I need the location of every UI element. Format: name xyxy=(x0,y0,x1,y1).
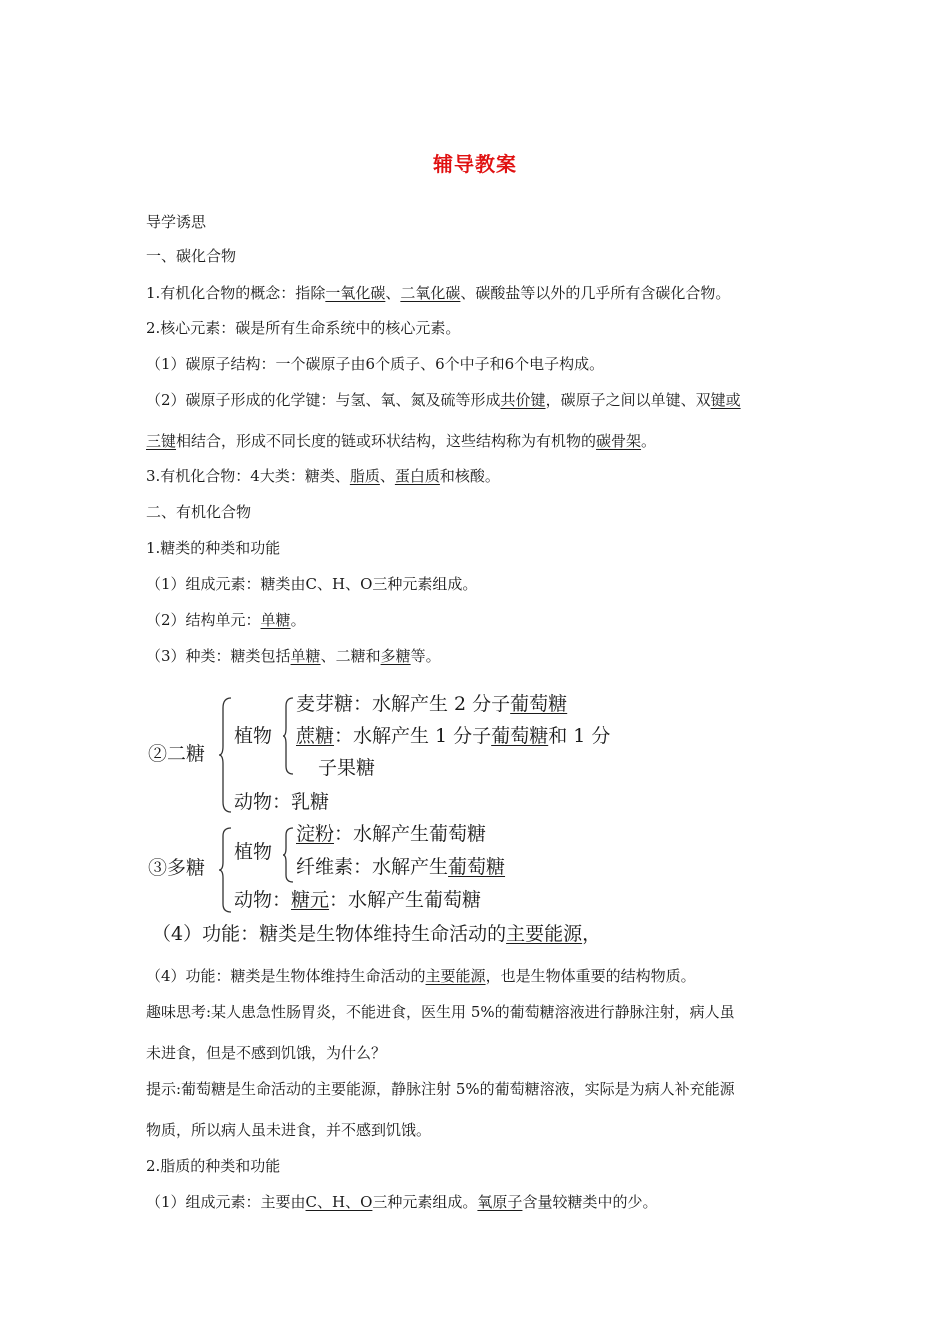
text: 等。 xyxy=(410,647,441,665)
text: 、碳酸盐等以外的几乎所有含碳化合物。 xyxy=(460,284,731,302)
section-heading: 一、碳化合物 xyxy=(146,247,237,265)
underlined-term: 共价键 xyxy=(500,391,546,409)
text: 和核酸。 xyxy=(439,467,500,485)
text: （2）结构单元： xyxy=(146,611,261,629)
text: 3.有机化合物：4大类：糖类、 xyxy=(146,467,350,485)
underlined-term: 葡萄糖 xyxy=(448,856,506,878)
paragraph: 1.糖类的种类和功能 xyxy=(146,539,281,557)
underlined-term: 一氧化碳 xyxy=(325,284,386,302)
section-heading: 二、有机化合物 xyxy=(146,503,252,521)
underlined-term: 三键 xyxy=(146,432,177,450)
brace-icon xyxy=(218,696,232,814)
paragraph: 提示:葡萄糖是生命活动的主要能源，静脉注射 5%的葡萄糖溶液，实际是为病人补充能源 xyxy=(146,1080,735,1098)
underlined-term: 二氧化碳 xyxy=(400,284,461,302)
text: 、二糖和 xyxy=(320,647,381,665)
underlined-term: 单糖 xyxy=(260,611,291,629)
paragraph xyxy=(146,610,306,630)
text: 1.有机化合物的概念：指除 xyxy=(146,284,326,302)
text: 。 xyxy=(641,432,657,450)
paragraph xyxy=(146,283,730,303)
underlined-term: 葡萄糖 xyxy=(491,725,549,747)
paragraph: 物质，所以病人虽未进食，并不感到饥饿。 xyxy=(146,1121,432,1139)
underlined-term: 蛋白质 xyxy=(394,467,440,485)
text: 动物： xyxy=(234,889,292,911)
text: （1）组成元素：主要由 xyxy=(146,1193,306,1211)
disaccharide-label: ②二糖 xyxy=(148,743,206,765)
text: 、 xyxy=(379,467,395,485)
text: 和 1 分 xyxy=(548,725,611,747)
text: 麦芽糖：水解产生 2 分子 xyxy=(296,693,511,715)
sugar-classification-diagram xyxy=(148,690,668,950)
underlined-term: 淀粉 xyxy=(296,823,335,845)
underlined-term: 葡萄糖 xyxy=(510,693,568,715)
underlined-term: 键或 xyxy=(710,391,741,409)
underlined-term: 主要能源 xyxy=(506,923,583,945)
text: ：水解产生葡萄糖 xyxy=(334,823,487,845)
brace-icon xyxy=(218,826,232,914)
text: ， xyxy=(582,923,602,945)
paragraph: （1）组成元素：糖类由C、H、O三种元素组成。 xyxy=(146,575,478,593)
underlined-term: 主要能源 xyxy=(425,967,486,985)
text: 。 xyxy=(290,611,306,629)
text: ：水解产生葡萄糖 xyxy=(329,889,482,911)
text: ：水解产生 xyxy=(353,856,449,878)
underlined-term: 糖元 xyxy=(291,889,330,911)
text: （4）功能：糖类是生物体维持生命活动的 xyxy=(146,967,426,985)
paragraph xyxy=(146,390,741,410)
brace-icon xyxy=(282,826,294,884)
text: 三种元素组成。 xyxy=(372,1193,478,1211)
underlined-term: 脂质 xyxy=(349,467,380,485)
underlined-term: 蔗糖 xyxy=(296,725,335,747)
text: （4）功能：糖类是生物体维持生命活动的 xyxy=(152,923,507,945)
animal-lactose-line: 动物：乳糖 xyxy=(234,791,330,813)
underlined-term: 碳骨架 xyxy=(596,432,642,450)
text: 含量较糖类中的少。 xyxy=(522,1193,658,1211)
sucrose-line xyxy=(296,724,610,748)
text: ：水解产生 1 分子 xyxy=(334,725,492,747)
text: （2）碳原子形成的化学键：与氢、氧、氮及硫等形成 xyxy=(146,391,501,409)
text: ，也是生物体重要的结构物质。 xyxy=(485,967,696,985)
cellulose-line xyxy=(296,855,505,879)
paragraph xyxy=(146,646,441,666)
text: （3）种类：糖类包括 xyxy=(146,647,291,665)
paragraph: 趣味思考:某人患急性肠胃炎，不能进食，医生用 5%的葡萄糖溶液进行静脉注射，病人虽 xyxy=(146,1003,735,1021)
sucrose-line-2: 子果糖 xyxy=(318,757,376,779)
underlined-term: 氧原子 xyxy=(477,1193,523,1211)
text: 纤维素 xyxy=(296,856,354,878)
function-line-image xyxy=(152,922,601,946)
page-title: 辅导教案 xyxy=(433,152,517,176)
text: 相结合，形成不同长度的链或环状结构，这些结构称为有机物的 xyxy=(176,432,597,450)
paragraph xyxy=(146,431,656,451)
underlined-term: 单糖 xyxy=(290,647,321,665)
plant-label: 植物 xyxy=(234,841,273,863)
plant-label: 植物 xyxy=(234,725,273,747)
paragraph: 2.脂质的种类和功能 xyxy=(146,1157,281,1175)
paragraph: 2.核心元素：碳是所有生命系统中的核心元素。 xyxy=(146,319,461,337)
paragraph: （1）碳原子结构：一个碳原子由6个质子、6个中子和6个电子构成。 xyxy=(146,355,605,373)
underlined-term: C、H、O xyxy=(305,1193,373,1211)
glycogen-line xyxy=(234,888,481,912)
brace-icon xyxy=(282,696,294,776)
paragraph xyxy=(146,966,696,986)
text: 、 xyxy=(385,284,401,302)
maltose-line xyxy=(296,692,567,716)
text: ，碳原子之间以单键、双 xyxy=(545,391,711,409)
section-heading: 导学诱思 xyxy=(146,213,207,231)
paragraph: 未进食，但是不感到饥饿，为什么？ xyxy=(146,1044,387,1062)
paragraph xyxy=(146,1192,657,1212)
starch-line xyxy=(296,822,486,846)
underlined-term: 多糖 xyxy=(380,647,411,665)
paragraph xyxy=(146,466,500,486)
polysaccharide-label: ③多糖 xyxy=(148,857,206,879)
